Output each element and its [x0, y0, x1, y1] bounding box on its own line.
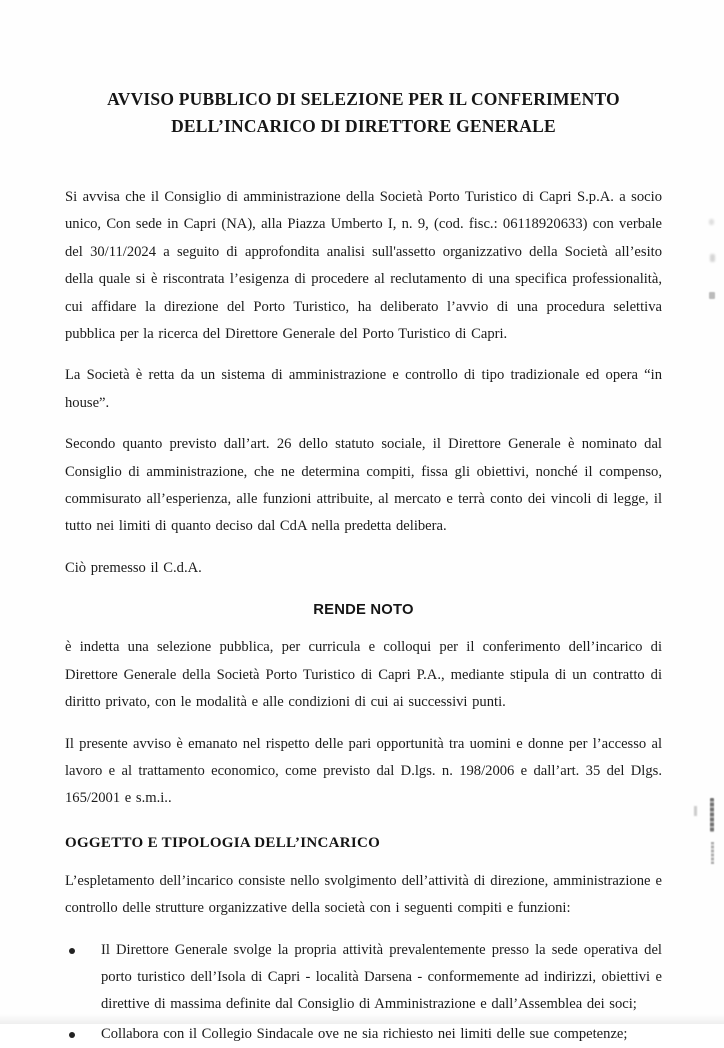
document-title-line-2: DELL’INCARICO DI DIRETTORE GENERALE: [171, 116, 556, 136]
rende-noto-heading: RENDE NOTO: [313, 602, 414, 619]
paragraph-intro: Si avvisa che il Consiglio di amministrazione della Società Porto Turistico di Capri S.p.A. a socio unico, Con sede in Capri (NA), alla Piazza Umberto I, n. 9, (cod. fisc.: 06118920633) con verbale del 30/11/2024 a seguito di approfondita analisi sull'assetto organizzativo della Società all’esito della quale si è riscontrata l’esigenza di procedere al reclutamento di una specifica professionalità, cui affidare la direzione del Porto Turistico, ha deliberato l’avvio di una procedura selettiva pubblica per la ricerca del Direttore Generale del Porto Turistico di Capri.: [65, 189, 662, 343]
document-title: [65, 86, 662, 140]
duties-bullet-list: [65, 937, 662, 1048]
paragraph-section-intro: L’espletamento dell’incarico consiste nello svolgimento dell’attività di direzione, amministrazione e controllo delle strutture organizzative della società con i seguenti compiti e funzioni:: [65, 872, 662, 917]
scan-smudge-artifact: [709, 292, 715, 299]
paragraph-governance: La Società è retta da un sistema di amministrazione e controllo di tipo tradizionale ed opera “in house”.: [65, 367, 662, 411]
scan-mark-artifact: [710, 798, 714, 832]
scan-smudge-artifact: [710, 254, 715, 262]
bullet-item-duties-1: Il Direttore Generale svolge la propria attività prevalentemente presso la sede operativa del porto turistico dell’Isola di Capri - località Darsena - conformemente ad indirizzi, obiettivi e direttive di massima definite dal Consiglio di Amministrazione e dall’Assemblea dei soci;: [65, 937, 662, 1019]
document-title-line-1: AVVISO PUBBLICO DI SELEZIONE PER IL CONFERIMENTO: [107, 89, 620, 109]
scan-mark-artifact: [694, 806, 697, 816]
paragraph-selection-announcement: è indetta una selezione pubblica, per curricula e colloqui per il conferimento dell’incarico di Direttore Generale della Società Porto Turistico di Capri P.A., mediante stipula di un contratto di diritto privato, con le modalità e alle condizioni di cui ai successivi punti.: [65, 639, 662, 711]
paragraph-premise: Ciò premesso il C.d.A.: [65, 559, 202, 576]
paragraph-equal-opportunity: Il presente avviso è emanato nel rispetto delle pari opportunità tra uomini e donne per l’accesso al lavoro e al trattamento economico, come previsto dal D.lgs. n. 198/2006 e dall’art. 35 del Dlgs. 165/2001 e s.m.i..: [65, 735, 662, 807]
paragraph-statute: Secondo quanto previsto dall’art. 26 dello statuto sociale, il Direttore Generale è nominato dal Consiglio di amministrazione, che ne determina compiti, fissa gli obiettivi, nonché il compenso, commisurato all’esperienza, alle funzioni attribuite, al mercato e terrà conto dei vincoli di legge, il tutto nei limiti di quanto deciso dal CdA nella predetta delibera.: [65, 436, 662, 535]
bullet-item-duties-2: Collabora con il Collegio Sindacale ove ne sia richiesto nei limiti delle sue competenze;: [65, 1021, 662, 1048]
scan-mark-artifact: [711, 842, 714, 864]
scan-smudge-artifact: [709, 219, 714, 225]
page-bottom-shadow: [0, 1014, 724, 1024]
section-heading-oggetto: OGGETTO E TIPOLOGIA DELL’INCARICO: [65, 834, 381, 851]
